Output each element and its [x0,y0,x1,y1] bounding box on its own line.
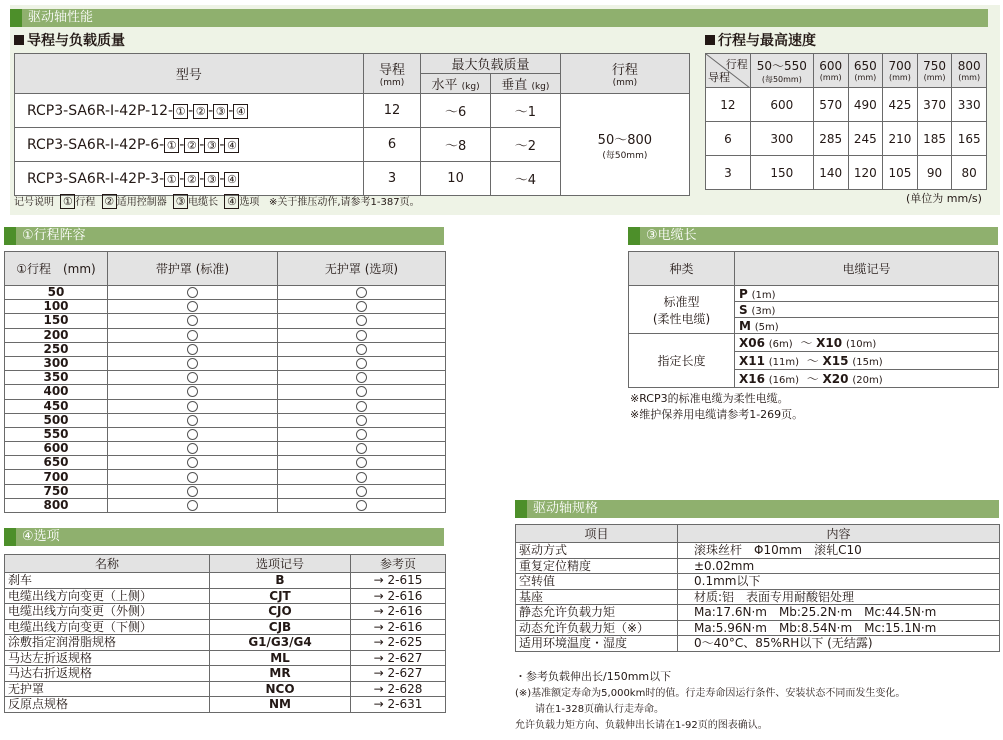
model-cell: RCP3-SA6R-I-42P-6- ① - ② - ③ - ④ [15,128,364,162]
speed-col-header: 50～550 (每50mm) [750,54,813,88]
available-circle-icon [187,358,198,369]
speed-cell: 150 [750,156,813,190]
without-cover-cell [278,427,446,441]
option-page-cell: → 2-628 [351,681,446,697]
stroke-value-cell: 300 [5,356,108,370]
speed-lead-cell: 12 [706,88,751,122]
with-cover-cell [108,456,278,470]
table-row [5,300,446,314]
option-name-cell: 电缆出线方向变更（下侧） [5,619,210,635]
without-cover-cell [278,498,446,512]
options-table [4,554,446,713]
header-vertical: 垂直 (kg) [490,74,560,94]
legend-line: 记号说明 ① 行程 ② 适用控制器 ③ 电缆长 ④ 选项 ※关于推压动作,请参考1-387页。 [14,195,420,208]
speed-cell: 90 [917,156,952,190]
option-page-cell: → 2-631 [351,697,446,713]
table-row [5,635,446,651]
without-cover-cell [278,356,446,370]
speed-cell: 570 [813,88,848,122]
with-cover-cell [108,385,278,399]
specs-note: (※)基准额定寿命为5,000km时的值。行走寿命因运行条件、安装状态不同而发生变化。 [515,688,906,699]
speed-col-header: 700 (mm) [883,54,918,88]
with-cover-cell [108,371,278,385]
stroke-cell: 50～800 (每50mm) [560,94,689,196]
available-circle-icon [356,386,367,397]
header-cable-code: 电缆记号 [735,252,999,286]
square-bullet-icon [14,35,24,45]
option-page-cell: → 2-625 [351,635,446,651]
option-page-cell: → 2-627 [351,650,446,666]
available-circle-icon [356,330,367,341]
header-cable-type: 种类 [629,252,735,286]
available-circle-icon [187,415,198,426]
lead-load-title-text: 导程与负载质量 [27,33,125,49]
available-circle-icon [356,486,367,497]
header-option-code: 选项记号 [210,555,351,573]
without-cover-cell [278,456,446,470]
option-code-cell: NM [210,697,351,713]
table-row [5,356,446,370]
available-circle-icon [187,486,198,497]
stroke-value-cell: 550 [5,427,108,441]
spec-item-cell: 驱动方式 [516,543,678,559]
section-title: ①行程阵容 [22,228,86,243]
without-cover-cell [278,385,446,399]
table-row [5,314,446,328]
speed-cell: 285 [813,122,848,156]
available-circle-icon [356,344,367,355]
speed-cell: 425 [883,88,918,122]
speed-table [705,53,987,190]
available-circle-icon [356,457,367,468]
table-row [5,470,446,484]
section-header-cable [628,227,998,245]
available-circle-icon [187,429,198,440]
option-page-cell: → 2-615 [351,573,446,589]
with-cover-cell [108,413,278,427]
without-cover-cell [278,442,446,456]
option-page-cell: → 2-616 [351,604,446,620]
without-cover-cell [278,399,446,413]
lead-load-table [14,53,690,196]
with-cover-cell [108,427,278,441]
with-cover-cell [108,356,278,370]
speed-col-header: 600 (mm) [813,54,848,88]
with-cover-cell [108,342,278,356]
speed-lead-cell: 6 [706,122,751,156]
table-row [516,543,1000,559]
stroke-value-cell: 500 [5,413,108,427]
speed-cell: 490 [848,88,883,122]
vertical-cell: ～2 [490,128,560,162]
horizontal-cell: ～6 [421,94,491,128]
table-row [516,574,1000,590]
option-code-cell: NCO [210,681,351,697]
table-row [5,371,446,385]
without-cover-cell [278,413,446,427]
stroke-value-cell: 50 [5,286,108,300]
speed-cell: 185 [917,122,952,156]
with-cover-cell [108,484,278,498]
stroke-value-cell: 200 [5,328,108,342]
available-circle-icon [356,443,367,454]
without-cover-cell [278,300,446,314]
section-title: 驱动轴性能 [28,10,94,25]
option-code-cell: CJO [210,604,351,620]
cable-code-cell: X16 (16m) ～ X20 (20m) [735,370,999,388]
without-cover-cell [278,470,446,484]
table-row [516,589,1000,605]
table-row [706,122,987,156]
speed-cell: 370 [917,88,952,122]
with-cover-cell [108,328,278,342]
option-code-cell: CJT [210,588,351,604]
available-circle-icon [187,457,198,468]
speed-cell: 600 [750,88,813,122]
spec-item-cell: 适用环境温度・湿度 [516,636,678,652]
header-option-name: 名称 [5,555,210,573]
stroke-value-cell: 800 [5,498,108,512]
header-lead: 导程 (mm) [363,54,420,94]
spec-value-cell: 材质:铝 表面专用耐酸铝处理 [678,589,1000,605]
without-cover-cell [278,371,446,385]
lead-load-title [14,30,125,50]
stroke-value-cell: 100 [5,300,108,314]
available-circle-icon [187,386,198,397]
option-page-cell: → 2-616 [351,588,446,604]
speed-lead-cell: 3 [706,156,751,190]
horizontal-cell: ～8 [421,128,491,162]
table-row [516,636,1000,652]
without-cover-cell [278,484,446,498]
section-header-specs [515,500,999,518]
table-row [5,328,446,342]
option-code-cell: ML [210,650,351,666]
speed-cell: 210 [883,122,918,156]
with-cover-cell [108,300,278,314]
table-row [5,697,446,713]
spec-value-cell: ±0.02mm [678,558,1000,574]
with-cover-cell [108,442,278,456]
spec-item-cell: 动态允许负载力矩（※） [516,620,678,636]
option-name-cell: 马达左折返规格 [5,650,210,666]
table-row [5,604,446,620]
available-circle-icon [187,315,198,326]
speed-title [705,30,816,50]
table-row [516,605,1000,621]
speed-corner-header: 行程 导程 [706,54,751,88]
available-circle-icon [356,500,367,511]
header-spec-item: 项目 [516,525,678,543]
option-code-cell: G1/G3/G4 [210,635,351,651]
vertical-cell: ～4 [490,162,560,196]
spec-item-cell: 基座 [516,589,678,605]
lead-cell: 3 [363,162,420,196]
section-title: ④选项 [22,529,60,544]
section-header-stroke [4,227,444,245]
header-horizontal: 水平 (kg) [421,74,491,94]
specs-note: ・参考负载伸出长/150mm以下 [515,670,672,683]
spec-value-cell: 0～40°C、85%RH以下 (无结露) [678,636,1000,652]
table-row [5,442,446,456]
header-stroke-mm: ①行程 (mm) [5,252,108,286]
available-circle-icon [356,358,367,369]
available-circle-icon [356,401,367,412]
with-cover-cell [108,286,278,300]
speed-title-text: 行程与最高速度 [718,33,816,49]
header-model: 型号 [15,54,364,94]
table-row [629,334,999,352]
stroke-value-cell: 700 [5,470,108,484]
spec-item-cell: 静态允许负载力矩 [516,605,678,621]
cable-code-cell: S (3m) [735,302,999,318]
available-circle-icon [187,287,198,298]
speed-col-header: 650 (mm) [848,54,883,88]
option-code-cell: CJB [210,619,351,635]
speed-cell: 300 [750,122,813,156]
section-header-options [4,528,444,546]
specs-note: 允许负载力矩方向、负载伸出长请在1-92页的图表确认。 [515,720,768,731]
cable-code-cell: M (5m) [735,318,999,334]
with-cover-cell [108,399,278,413]
with-cover-cell [108,498,278,512]
table-row [5,666,446,682]
spec-value-cell: Ma:5.96N·m Mb:8.54N·m Mc:15.1N·m [678,620,1000,636]
speed-cell: 330 [952,88,987,122]
stroke-value-cell: 250 [5,342,108,356]
available-circle-icon [187,372,198,383]
without-cover-cell [278,314,446,328]
section-header-performance [10,9,988,27]
speed-cell: 165 [952,122,987,156]
option-code-cell: B [210,573,351,589]
table-row [5,399,446,413]
stroke-value-cell: 750 [5,484,108,498]
available-circle-icon [356,415,367,426]
stroke-value-cell: 350 [5,371,108,385]
table-row [5,456,446,470]
header-stroke: 行程 (mm) [560,54,689,94]
option-name-cell: 马达右折返规格 [5,666,210,682]
cable-code-cell: P (1m) [735,286,999,302]
header-spec-content: 内容 [678,525,1000,543]
spec-item-cell: 重复定位精度 [516,558,678,574]
header-option-page: 参考页 [351,555,446,573]
stroke-value-cell: 450 [5,399,108,413]
without-cover-cell [278,342,446,356]
table-row [5,342,446,356]
available-circle-icon [356,315,367,326]
stroke-value-cell: 650 [5,456,108,470]
spec-value-cell: 滚珠丝杆 Φ10mm 滚轧C10 [678,543,1000,559]
cable-code-cell: X11 (11m) ～ X15 (15m) [735,352,999,370]
option-name-cell: 反原点规格 [5,697,210,713]
table-row [5,427,446,441]
table-row [5,413,446,427]
option-page-cell: → 2-616 [351,619,446,635]
available-circle-icon [356,429,367,440]
section-title: 驱动轴规格 [533,501,599,516]
header-with-cover: 带护罩 (标准) [108,252,278,286]
available-circle-icon [187,401,198,412]
table-row [5,385,446,399]
speed-cell: 140 [813,156,848,190]
model-cell: RCP3-SA6R-I-42P-12- ① - ② - ③ - ④ [15,94,364,128]
header-without-cover: 无护罩 (选项) [278,252,446,286]
cable-table [628,251,999,388]
without-cover-cell [278,328,446,342]
section-title: ③电缆长 [646,228,697,243]
lead-cell: 6 [363,128,420,162]
table-row [5,573,446,589]
spec-item-cell: 空转值 [516,574,678,590]
available-circle-icon [356,287,367,298]
option-code-cell: MR [210,666,351,682]
header-max-load: 最大负载质量 [421,54,561,74]
cable-note: ※RCP3的标准电缆为柔性电缆。 [630,392,789,405]
with-cover-cell [108,314,278,328]
spec-value-cell: 0.1mm以下 [678,574,1000,590]
table-row [5,484,446,498]
table-row [5,650,446,666]
table-row [516,558,1000,574]
available-circle-icon [187,443,198,454]
stroke-value-cell: 150 [5,314,108,328]
speed-cell: 80 [952,156,987,190]
table-row [706,88,987,122]
table-row [5,588,446,604]
table-row [5,286,446,300]
available-circle-icon [356,372,367,383]
cable-code-cell: X06 (6m) ～ X10 (10m) [735,334,999,352]
table-row [516,620,1000,636]
specs-note: 请在1-328页确认行走寿命。 [515,704,665,715]
available-circle-icon [187,344,198,355]
cable-specified-type: 指定长度 [629,334,735,388]
speed-col-header: 800 (mm) [952,54,987,88]
horizontal-cell: 10 [421,162,491,196]
available-circle-icon [187,472,198,483]
available-circle-icon [187,500,198,511]
specs-table [515,524,1000,652]
available-circle-icon [356,301,367,312]
table-row [706,156,987,190]
lead-cell: 12 [363,94,420,128]
table-row [5,681,446,697]
speed-cell: 120 [848,156,883,190]
speed-cell: 105 [883,156,918,190]
cable-note: ※维护保养用电缆请参考1-269页。 [630,408,804,421]
table-row [15,94,690,128]
option-name-cell: 电缆出线方向变更（外侧） [5,604,210,620]
speed-col-header: 750 (mm) [917,54,952,88]
table-row [5,619,446,635]
with-cover-cell [108,470,278,484]
option-name-cell: 无护罩 [5,681,210,697]
option-name-cell: 电缆出线方向变更（上侧） [5,588,210,604]
speed-unit-note: (单位为 mm/s) [906,192,982,205]
without-cover-cell [278,286,446,300]
option-page-cell: → 2-627 [351,666,446,682]
square-bullet-icon [705,35,715,45]
stroke-value-cell: 600 [5,442,108,456]
table-row [629,286,999,302]
speed-cell: 245 [848,122,883,156]
stroke-value-cell: 400 [5,385,108,399]
spec-value-cell: Ma:17.6N·m Mb:25.2N·m Mc:44.5N·m [678,605,1000,621]
available-circle-icon [356,472,367,483]
table-row [5,498,446,512]
available-circle-icon [187,301,198,312]
vertical-cell: ～1 [490,94,560,128]
cable-standard-type: 标准型 (柔性电缆) [629,286,735,334]
model-cell: RCP3-SA6R-I-42P-3- ① - ② - ③ - ④ [15,162,364,196]
available-circle-icon [187,330,198,341]
option-name-cell: 涂敷指定润滑脂规格 [5,635,210,651]
option-name-cell: 刹车 [5,573,210,589]
stroke-table [4,251,446,513]
